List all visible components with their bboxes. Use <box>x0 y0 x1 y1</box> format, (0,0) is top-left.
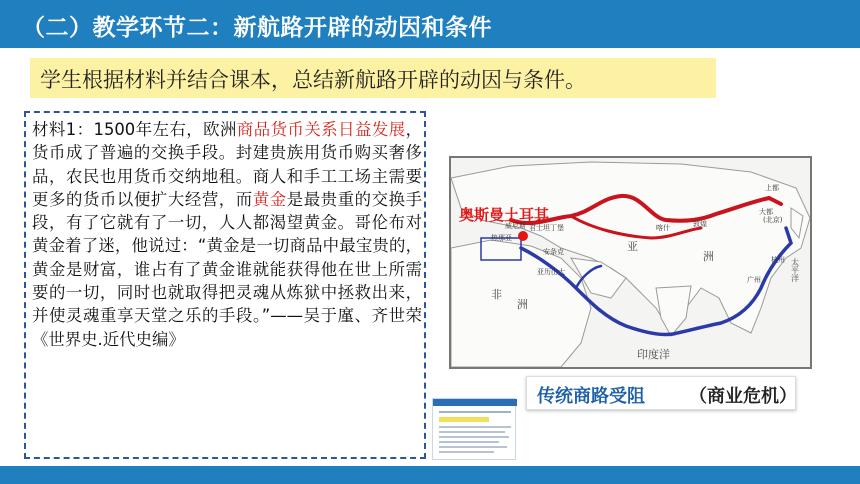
slide-thumbnail <box>432 398 516 460</box>
label-africa-1: 非 <box>491 288 502 301</box>
map-svg <box>451 158 810 367</box>
footer-bar <box>0 466 860 484</box>
caption-sub: （商业危机） <box>689 386 797 407</box>
label-genoa: 热那亚 <box>491 234 512 242</box>
label-alexandria: 亚历山大 <box>537 268 565 276</box>
label-indian-ocean: 印度洋 <box>637 348 670 361</box>
label-antioch: 安条克 <box>543 248 564 256</box>
highlight-commodity-money: 商品货币关系日益发展 <box>236 120 406 139</box>
label-kashgar: 喀什 <box>656 224 670 232</box>
label-dadu: 大都 <box>759 208 773 216</box>
ottoman-label: 奥斯曼土耳其 <box>459 206 550 224</box>
ottoman-marker <box>518 231 528 241</box>
label-asia-2: 洲 <box>703 250 714 263</box>
material-text <box>32 118 422 351</box>
highlight-gold: 黄金 <box>252 189 287 209</box>
page-title: （二）教学环节二：新航路开辟的动因和条件 <box>22 15 492 41</box>
task-banner <box>30 58 716 98</box>
label-shangdu: 上都 <box>765 184 779 192</box>
material-text-part-1: 材料1：1500年左右，欧洲 <box>32 120 237 139</box>
header-bar <box>0 0 860 48</box>
material-text-part-3: 是最贵重的交换手段，有了它就有了一切，人人都渴望黄金。哥伦布对黄金着了迷，他说过：“黄金是一切商品中最宝贵的，黄金是财富，谁占有了黄金谁就能获得他在世上所需要的一切，同时也就取得把灵魂从炼狱中拯救出来，并使灵魂重享天堂之乐的手段。”——吴于廑、齐世荣《世界史.近代史编》 <box>32 189 423 349</box>
label-dadu-sub: (北京) <box>763 216 783 224</box>
material-box <box>24 111 426 459</box>
trade-route-map <box>449 156 812 369</box>
label-constantinople: 君士坦丁堡 <box>529 224 564 232</box>
map-caption <box>526 376 796 410</box>
label-pacific: 太平洋 <box>790 258 800 282</box>
caption-main: 传统商路受阻 <box>537 386 645 407</box>
label-africa-2: 洲 <box>517 298 528 311</box>
material-text-part-2: ，货币成了普遍的交换手段。封建贵族用货币购买奢侈品，农民也用货币交纳地租。商人和手工工场主需要更多的货币以便扩大经营，而 <box>32 120 423 209</box>
label-hangzhou: 杭州 <box>771 256 785 264</box>
label-dunhuang: 敦煌 <box>693 220 707 228</box>
task-instruction: 学生根据材料并结合课本，总结新航路开辟的动因与条件。 <box>40 68 586 92</box>
label-venice: 威尼斯 <box>505 222 526 230</box>
label-asia-1: 亚 <box>627 240 638 253</box>
label-guangzhou: 广州 <box>747 276 761 284</box>
thumbnail-graphic <box>433 399 517 461</box>
